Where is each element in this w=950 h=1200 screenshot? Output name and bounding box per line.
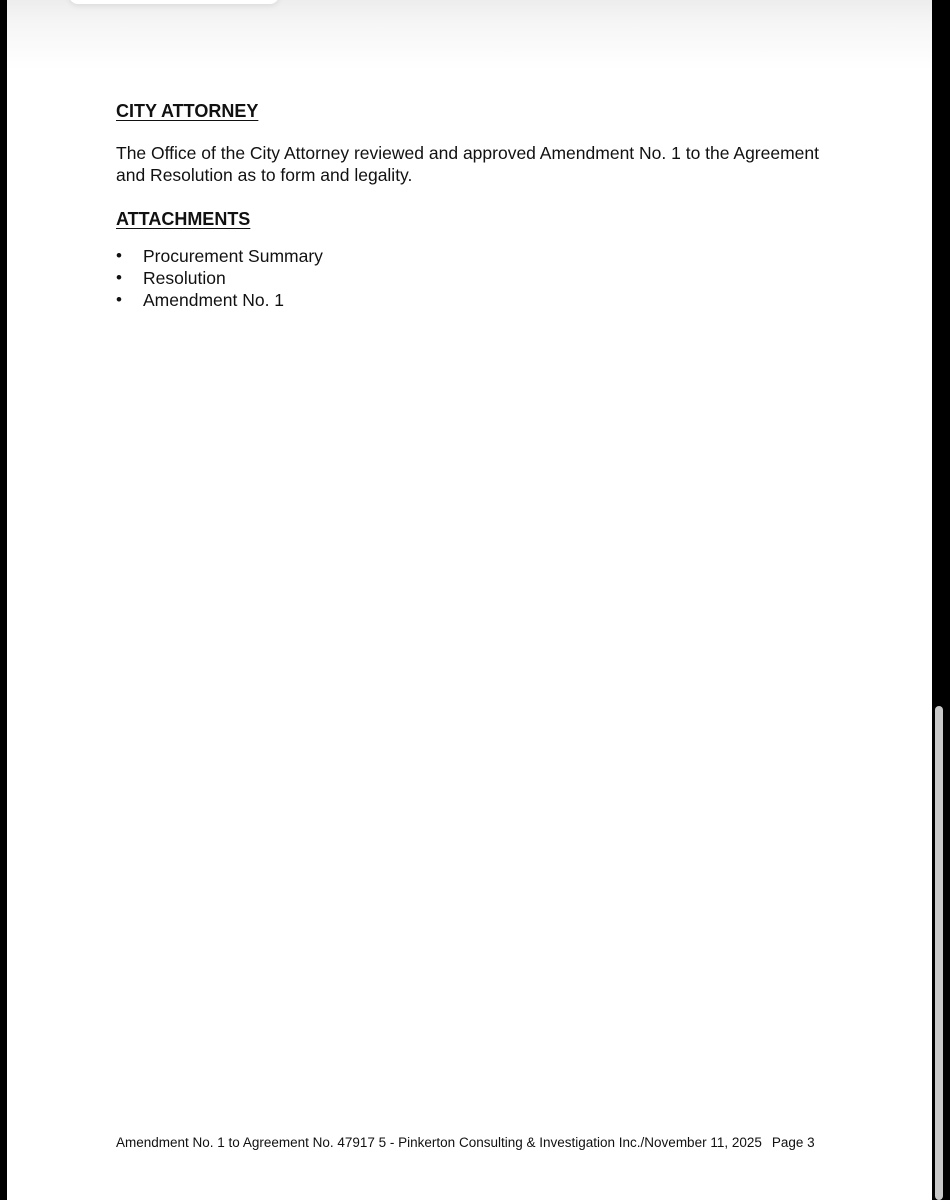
list-item: • Resolution	[116, 267, 876, 289]
city-attorney-paragraph: The Office of the City Attorney reviewed and approved Amendment No. 1 to the Agreement and Resolution as to form and legality.	[116, 143, 819, 185]
footer-text: Amendment No. 1 to Agreement No. 47917 5 - Pinkerton Consulting & Investigation Inc./November 11, 2025	[116, 1135, 762, 1150]
page-top-shadow	[7, 0, 932, 70]
list-item: • Procurement Summary	[116, 245, 876, 267]
attachments-heading: ATTACHMENTS	[116, 209, 251, 229]
attachments-list	[116, 245, 876, 311]
previous-page-edge	[69, 0, 279, 4]
page-footer	[116, 1134, 815, 1152]
page-content	[116, 98, 876, 311]
list-item: • Amendment No. 1	[116, 289, 876, 311]
page-number: Page 3	[771, 1135, 815, 1150]
city-attorney-heading: CITY ATTORNEY	[116, 101, 259, 121]
scrollbar-thumb[interactable]	[935, 706, 943, 1200]
document-page	[7, 0, 932, 1200]
